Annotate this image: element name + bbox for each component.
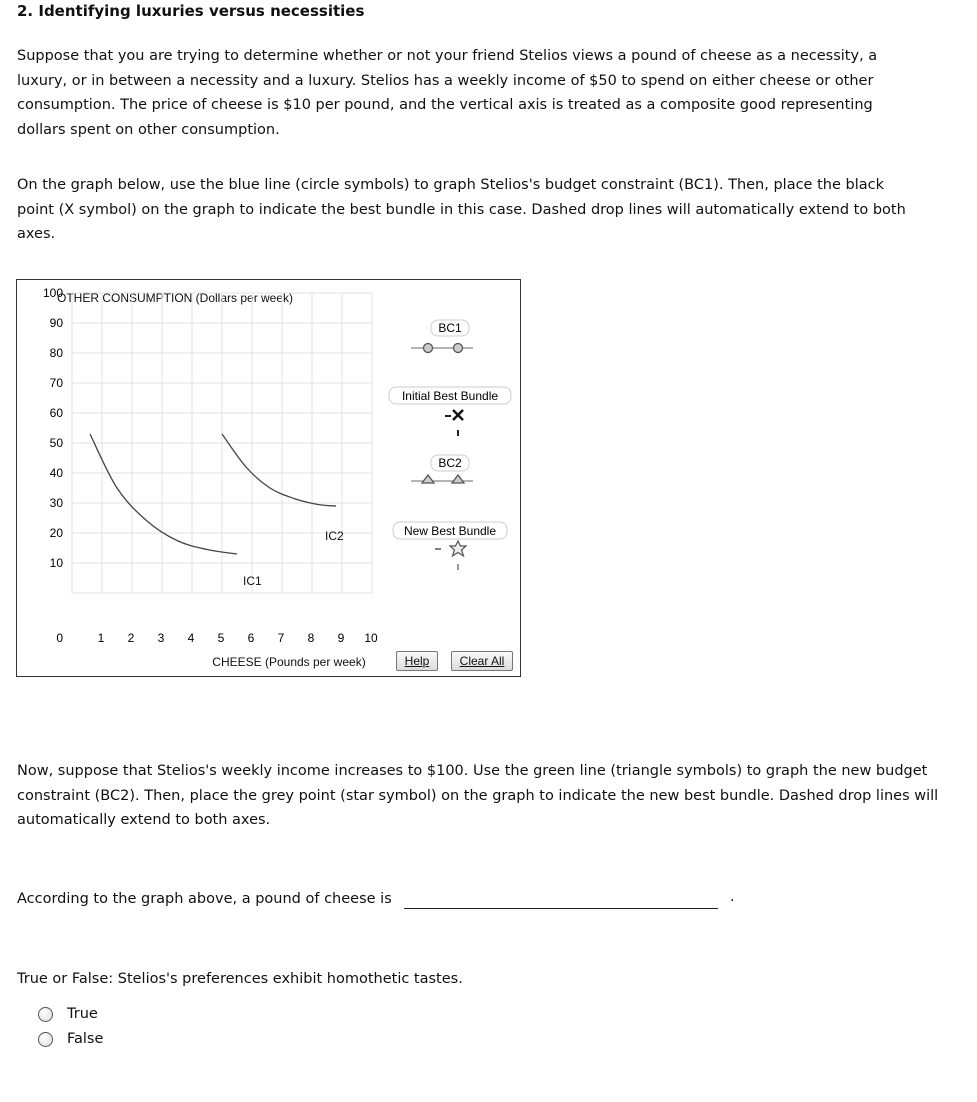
graph-instructions: On the graph below, use the blue line (circle symbols) to graph Stelios's budget constraint (BC1). Then, place the black point (X symbol) on the graph to indicate the best bundle in this case. Dashed drop lines will automatically extend to both axes. bbox=[17, 177, 906, 242]
graph-panel[interactable] bbox=[16, 279, 521, 677]
x-tick-label: 4 bbox=[187, 631, 195, 645]
legend-bc2-tool[interactable] bbox=[411, 455, 473, 483]
bc2-triangle-icon bbox=[422, 475, 434, 483]
y-tick-label: 30 bbox=[49, 496, 63, 510]
y-tick-label: 100 bbox=[42, 286, 63, 300]
ic2-curve bbox=[222, 434, 336, 506]
x-tick-label: 10 bbox=[364, 631, 378, 645]
graph-canvas[interactable] bbox=[17, 280, 522, 678]
legend-bc1-label: BC1 bbox=[438, 321, 462, 335]
answer-dropdown-blank[interactable] bbox=[404, 908, 718, 909]
radio-button-icon[interactable] bbox=[38, 1007, 53, 1022]
y-tick-label: 0 bbox=[56, 631, 63, 645]
y-tick-label: 70 bbox=[49, 376, 63, 390]
ic1-label: IC1 bbox=[243, 574, 262, 588]
radio-label-false: False bbox=[67, 1031, 104, 1047]
star-marker-icon bbox=[450, 541, 466, 556]
ic1-curve bbox=[90, 434, 237, 554]
x-tick-label: 2 bbox=[127, 631, 135, 645]
y-tick-label: 40 bbox=[49, 466, 63, 480]
x-tick-label: 7 bbox=[277, 631, 285, 645]
radio-label-true: True bbox=[67, 1006, 98, 1022]
x-axis-title: CHEESE (Pounds per week) bbox=[212, 655, 366, 669]
y-tick-label: 20 bbox=[49, 526, 63, 540]
x-tick-label: 6 bbox=[247, 631, 255, 645]
bc1-circle-icon bbox=[454, 344, 463, 353]
y-tick-label: 80 bbox=[49, 346, 63, 360]
x-marker-icon bbox=[453, 410, 463, 420]
x-tick-label: 8 bbox=[307, 631, 315, 645]
grid-lines bbox=[72, 293, 372, 593]
radio-option-false[interactable] bbox=[38, 1031, 103, 1047]
fill-in-prompt: According to the graph above, a pound of cheese is bbox=[17, 891, 392, 907]
clear-all-button[interactable]: Clear All bbox=[451, 651, 513, 671]
legend-new-best-tool[interactable] bbox=[393, 522, 507, 570]
fill-in-period: . bbox=[730, 889, 735, 905]
y-axis-title: OTHER CONSUMPTION (Dollars per week) bbox=[57, 291, 294, 305]
legend-bc2-label: BC2 bbox=[438, 456, 462, 470]
y-tick-labels bbox=[43, 286, 63, 645]
true-false-prompt: True or False: Stelios's preferences exhibit homothetic tastes. bbox=[17, 971, 463, 987]
question-title: 2. Identifying luxuries versus necessities bbox=[17, 2, 365, 20]
radio-option-true[interactable] bbox=[38, 1006, 98, 1022]
legend-new-best-label: New Best Bundle bbox=[403, 524, 497, 538]
legend-initial-best-label: Initial Best Bundle bbox=[401, 389, 499, 403]
income-change-instructions: Now, suppose that Stelios's weekly income increases to $100. Use the green line (triangle symbols) to graph the new budget constraint (BC2). Then, place the grey point (star symbol) on the graph to indicate the new best bundle. Dashed drop lines will automatically extend to both axes. bbox=[17, 763, 939, 828]
y-tick-label: 60 bbox=[49, 406, 63, 420]
question-intro: Suppose that you are trying to determine whether or not your friend Stelios views a pound of cheese as a necessity, a luxury, or in between a necessity and a luxury. Stelios has a weekly income of $50 to spend on either cheese or other consumption. The price of cheese is $10 per pound, and the vertical axis is treated as a composite good representing dollars spent on other consumption. bbox=[17, 48, 878, 138]
y-tick-label: 90 bbox=[49, 316, 63, 330]
x-tick-labels bbox=[98, 631, 378, 645]
radio-button-icon[interactable] bbox=[38, 1032, 53, 1047]
x-tick-label: 3 bbox=[157, 631, 165, 645]
legend-bc1-tool[interactable] bbox=[411, 320, 473, 353]
y-tick-label: 10 bbox=[49, 556, 63, 570]
x-tick-label: 5 bbox=[217, 631, 225, 645]
x-tick-label: 9 bbox=[337, 631, 345, 645]
legend-initial-best-tool[interactable] bbox=[389, 387, 511, 436]
y-tick-label: 50 bbox=[49, 436, 63, 450]
ic2-label: IC2 bbox=[325, 529, 344, 543]
help-button[interactable]: Help bbox=[396, 651, 438, 671]
bc1-circle-icon bbox=[424, 344, 433, 353]
bc2-triangle-icon bbox=[452, 475, 464, 483]
x-tick-label: 1 bbox=[97, 631, 105, 645]
